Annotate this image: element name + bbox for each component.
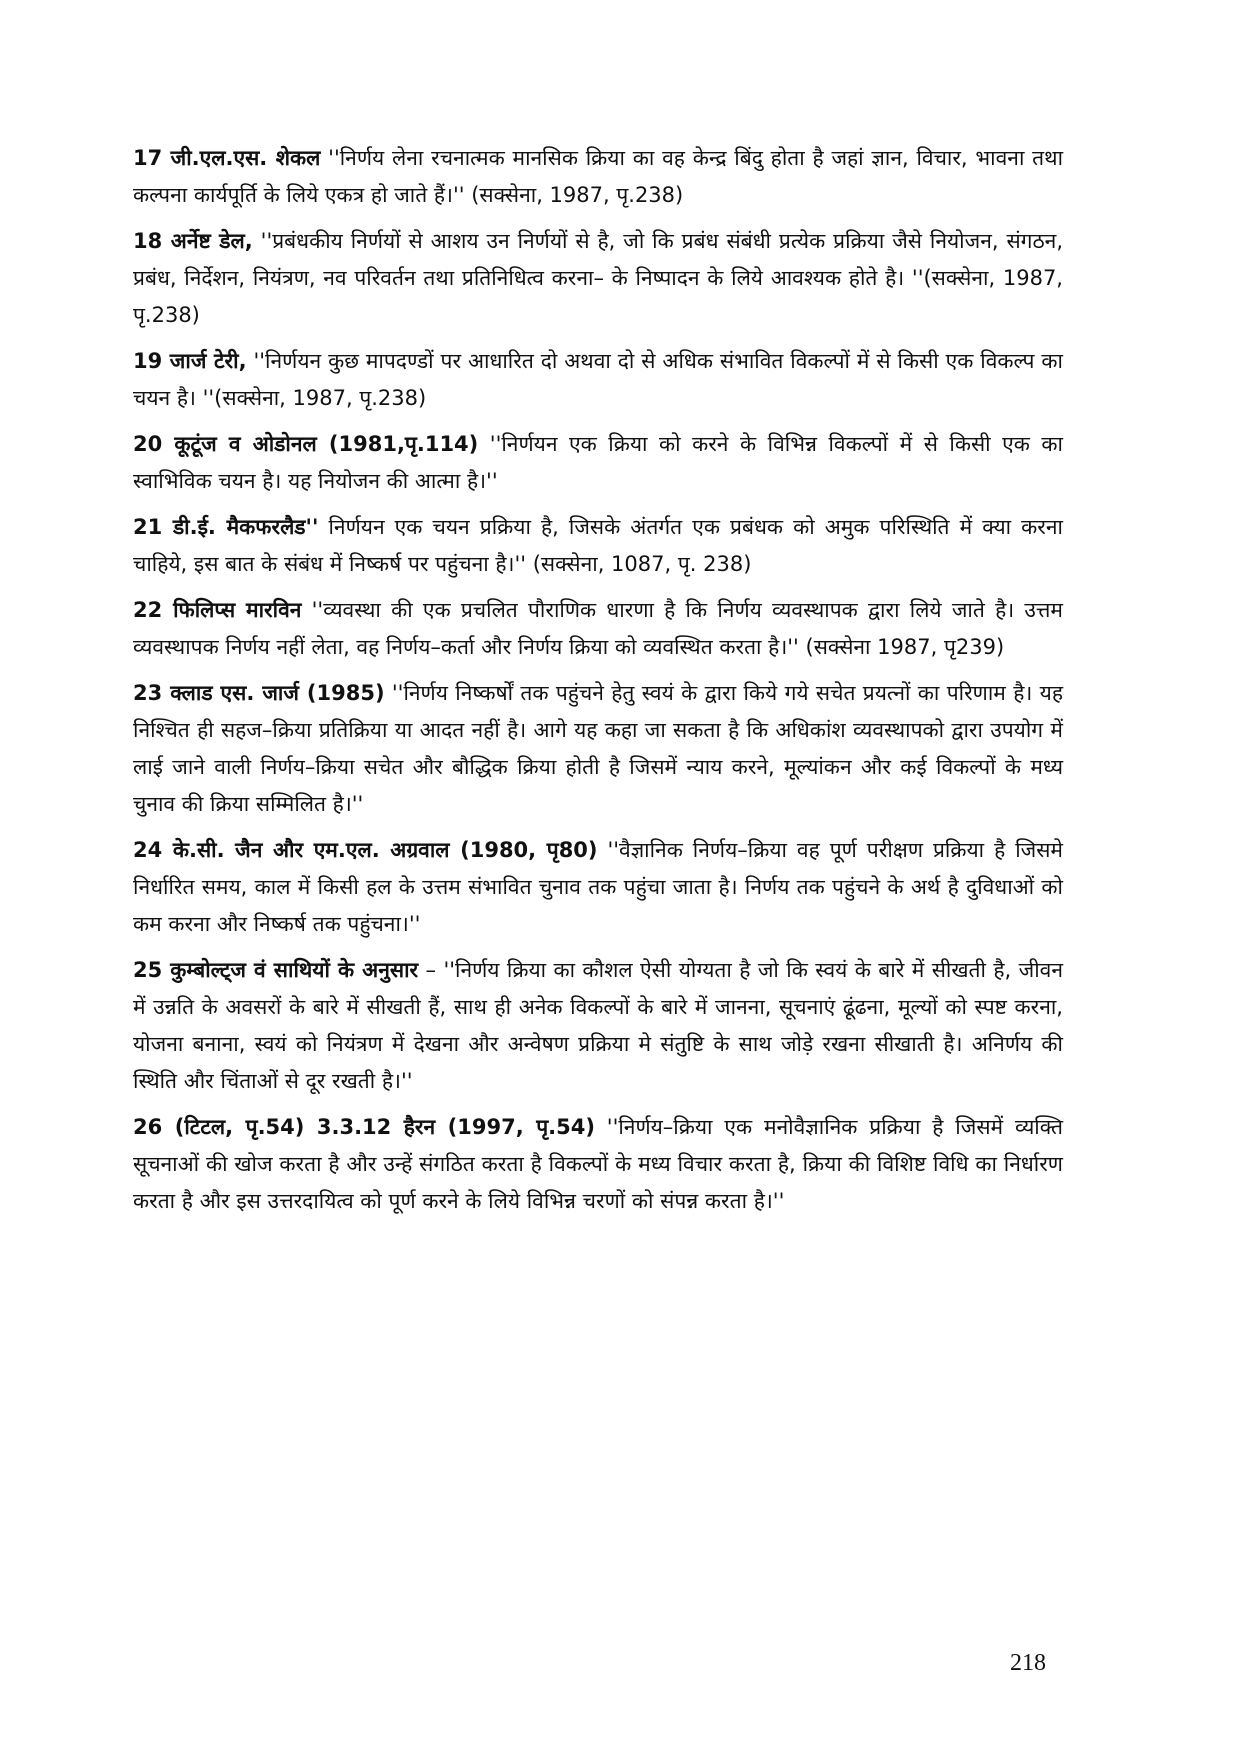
definition-text: ''निर्णय–क्रिया एक मनोवैज्ञानिक प्रक्रिया है जिसमें व्यक्ति सूचनाओं की खोज करता है और उन्हें संगठित करता है विकल्पों के मध्य विचार करता है, क्रिया की विशिष्ट विधि का निर्धारण करता है और इस उत्तरदायित्व को पूर्ण करने के लिये विभिन्न चरणों को संपन्न करता है।''	[133, 1115, 1063, 1213]
definition-author: 25 कुम्बोल्ट्ज वं साथियों के अनुसार	[133, 958, 419, 982]
definition-text: ''निर्णयन कुछ मापदण्डों पर आधारित दो अथवा दो से अधिक संभावित विकल्पों में से किसी एक विकल्प का चयन है। ''(सक्सेना, 1987, पृ.238)	[133, 349, 1063, 410]
definition-text: ''निर्णय निष्कर्षों तक पहुंचने हेतु स्वयं के द्वारा किये गये सचेत प्रयत्नों का परिणाम है। यह निश्चित ही सहज–क्रिया प्रतिक्रिया या आदत नहीं है। आगे यह कहा जा सकता है कि अधिकांश व्यवस्थापको द्वारा उपयोग में लाई जाने वाली निर्णय–क्रिया सचेत और बौद्धिक क्रिया होती है जिसमें न्याय करने, मूल्यांकन और कई विकल्पों के मध्य चुनाव की क्रिया सम्मिलित है।''	[133, 681, 1063, 816]
definition-author: 18 अर्नेष्ट डेल,	[133, 229, 253, 253]
page-number: 218	[1010, 1650, 1046, 1676]
definition-text: ''निर्णयन एक क्रिया को करने के विभिन्न विकल्पों में से किसी एक का स्वाभिविक चयन है। यह नियोजन की आत्मा है।''	[133, 432, 1063, 493]
definition-20	[133, 426, 1063, 500]
definition-17	[133, 140, 1063, 214]
definition-22	[133, 592, 1063, 666]
definition-23	[133, 675, 1063, 823]
definition-text: – ''निर्णय क्रिया का कौशल ऐसी योग्यता है जो कि स्वयं के बारे में सीखती है, जीवन में उन्नति के अवसरों के बारे में सीखती हैं, साथ ही अनेक विकल्पों के बारे में जानना, सूचनाएं ढूंढना, मूल्यों को स्पष्ट करना, योजना बनाना, स्वयं को नियंत्रण में देखना और अन्वेषण प्रक्रिया मे संतुष्टि के साथ जोड़े रखना सीखाती है। अनिर्णय की स्थिति और चिंताओं से दूर रखती है।''	[133, 958, 1064, 1093]
definition-text: ''निर्णय लेना रचनात्मक मानसिक क्रिया का वह केन्द्र बिंदु होता है जहां ज्ञान, विचार, भावना तथा कल्पना कार्यपूर्ति के लिये एकत्र हो जाते हैं।'' (सक्सेना, 1987, पृ.238)	[133, 146, 1064, 207]
definition-24	[133, 832, 1063, 943]
definition-author: 19 जार्ज टेरी,	[133, 349, 247, 373]
definition-text: ''प्रबंधकीय निर्णयों से आशय उन निर्णयों से है, जो कि प्रबंध संबंधी प्रत्येक प्रक्रिया जैसे नियोजन, संगठन, प्रबंध, निर्देशन, नियंत्रण, नव परिवर्तन तथा प्रतिनिधित्व करना– के निष्पादन के लिये आवश्यक होते है। ''(सक्सेना, 1987, पृ.238)	[133, 229, 1064, 327]
definition-author: 24 के.सी. जैन और एम.एल. अग्रवाल (1980, पृ80)	[133, 838, 598, 862]
definition-21	[133, 509, 1063, 583]
definition-19	[133, 343, 1063, 417]
definition-text: ''व्यवस्था की एक प्रचलित पौराणिक धारणा है कि निर्णय व्यवस्थापक द्वारा लिये जाते है। उत्तम व्यवस्थापक निर्णय नहीं लेता, वह निर्णय–कर्ता और निर्णय क्रिया को व्यवस्थित करता है।'' (सक्सेना 1987, पृ239)	[133, 598, 1063, 659]
definition-author: 26 (टिटल, पृ.54) 3.3.12 हैरन (1997, पृ.54)	[133, 1115, 595, 1139]
definition-text: ''वैज्ञानिक निर्णय–क्रिया वह पूर्ण परीक्षण प्रक्रिया है जिसमे निर्धारित समय, काल में किसी हल के उत्तम संभावित चुनाव तक पहुंचा जाता है। निर्णय तक पहुंचने के अर्थ है दुविधाओं को कम करना और निष्कर्ष तक पहुंचना।''	[133, 838, 1063, 936]
definition-author: 22 फिलिप्स मारविन	[133, 598, 302, 622]
definition-26	[133, 1109, 1063, 1220]
definition-25	[133, 952, 1063, 1100]
definition-author: 20 कूटूंज व ओडोनल (1981,पृ.114)	[133, 432, 479, 456]
definition-author: 17 जी.एल.एस. शेकल	[133, 146, 321, 170]
document-body	[133, 140, 1063, 1229]
definition-18	[133, 223, 1063, 334]
definition-author: 23 क्लाड एस. जार्ज (1985)	[133, 681, 385, 705]
definition-author: 21 डी.ई. मैकफरलैड''	[133, 515, 319, 539]
definition-text: निर्णयन एक चयन प्रक्रिया है, जिसके अंतर्गत एक प्रबंधक को अमुक परिस्थिति में क्या करना चाहिये, इस बात के संबंध में निष्कर्ष पर पहुंचना है।'' (सक्सेना, 1087, पृ. 238)	[133, 515, 1063, 576]
